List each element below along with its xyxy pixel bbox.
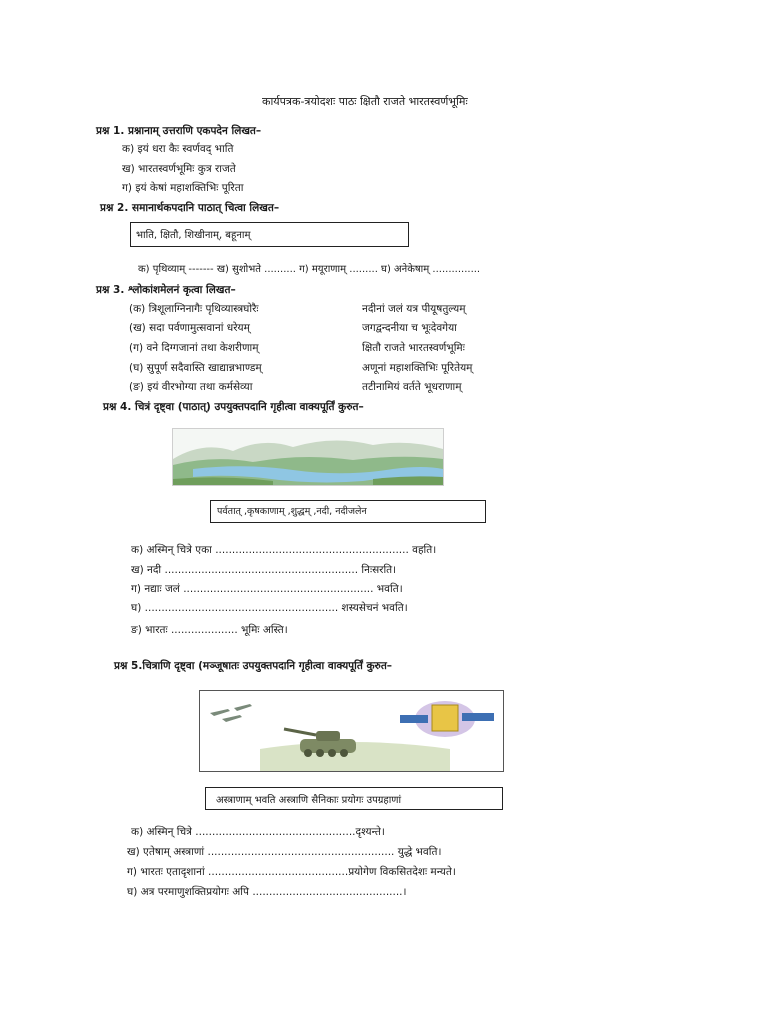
q1-item: ख) भारतस्वर्णभूमिः कुत्र राजते [122, 163, 236, 175]
q1-item: क) इयं धरा कैः स्वर्णवद् भाति [122, 143, 234, 155]
q1-heading: प्रश्न 1. प्रश्नानाम् उत्तराणि एकपदेन लिखत– [96, 125, 262, 137]
q2-word-box [130, 222, 409, 247]
q2-heading: प्रश्न 2. समानार्थकपदानि पाठात् चित्वा लिखत– [100, 202, 280, 214]
river-landscape-illustration [173, 429, 443, 485]
q4-item: घ) .......................................................... शस्यसेचनं भवति। [131, 602, 408, 614]
q5-word-box-text: अस्त्राणाम् भवति अस्त्राणि सैनिकाः प्रयोगः उपग्रहाणां [216, 795, 402, 806]
q3-left-item: (ख) सदा पर्वणामुत्सवानां धरेयम् [129, 322, 250, 334]
q3-right-item: नदीनां जलं यत्र पीयूषतुल्यम् [362, 303, 466, 315]
q4-item: ख) नदी .......................................................... निःसरति। [131, 564, 397, 576]
q3-left-item: (ग) वने दिग्गजानां तथा केशरीणाम् [129, 342, 259, 354]
q3-right-item: जगद्वन्दनीया च भूःदेवगेया [362, 322, 457, 334]
q4-item: ङ) भारतः .................... भूमिः अस्ति। [131, 624, 288, 636]
q5-item: क) अस्मिन् चित्रे ................................................दृश्यन्ते। [131, 826, 385, 838]
q3-left-item: (घ) सुपूर्ण सदैवास्ति खाद्यान्नभाण्डम् [129, 362, 262, 374]
q4-word-box [210, 500, 486, 523]
q2-word-box-text: भाति, क्षितौ, शिखीनाम्, बहूनाम् [136, 230, 251, 241]
q3-right-item: क्षितौ राजते भारतस्वर्णभूमिः [362, 342, 465, 354]
q3-right-item: अणूनां महाशक्तिभिः पूरितेयम् [362, 362, 473, 374]
q3-left-item: (क) त्रिशूलाग्निनागैः पृथिव्यास्त्रघोरैः [129, 303, 259, 315]
q3-right-item: तटीनामियं वर्तते भूधराणाम् [362, 381, 462, 393]
q5-word-box [205, 787, 503, 810]
river-landscape-image [172, 428, 444, 486]
q5-heading: प्रश्न 5.चित्राणि दृष्ट्वा (मञ्जूषातः उपयुक्तपदानि गृहीत्वा वाक्यपूर्तिं कुरुत– [114, 660, 393, 672]
q5-item: ग) भारतः एतादृशानां ..........................................प्रयोगेण विकसितदेशः मन्यते। [127, 866, 456, 878]
q5-item: ख) एतेषाम् अस्त्राणां ........................................................ युद्धे भवति। [127, 846, 442, 858]
q1-item: ग) इयं केषां महाशक्तिभिः पूरिता [122, 182, 244, 194]
q4-item: क) अस्मिन् चित्रे एका .......................................................... वहति। [131, 544, 437, 556]
q5-item: घ) अत्र परमाणुशक्तिप्रयोगः अपि .............................................। [127, 886, 407, 898]
q4-item: ग) नद्याः जलं ......................................................... भवति। [131, 583, 403, 595]
q2-items: क) पृथिव्याम् ------- ख) सुशोभते .......... ग) मयूराणाम् ......... घ) अनेकेषाम् ............... [138, 264, 481, 275]
q3-heading: प्रश्न 3. श्लोकांशमेलनं कृत्वा लिखत– [96, 284, 236, 296]
page-title: कार्यपत्रक-त्रयोदशः पाठः क्षितौ राजते भारतस्वर्णभूमिः [262, 95, 468, 108]
weapons-illustration [200, 691, 503, 771]
q4-heading: प्रश्न 4. चित्रं दृष्ट्वा (पाठात्) उपयुक्तपदानि गृहीत्वा वाक्यपूर्तिं कुरुत– [103, 401, 364, 413]
q3-left-item: (ङ) इयं वीरभोग्या तथा कर्मसेव्या [129, 381, 253, 393]
q4-word-box-text: पर्वतात् ,कृषकाणाम् ,शुद्धम् ,नदी, नदीजलेन [217, 506, 367, 517]
weapons-image [199, 690, 504, 772]
